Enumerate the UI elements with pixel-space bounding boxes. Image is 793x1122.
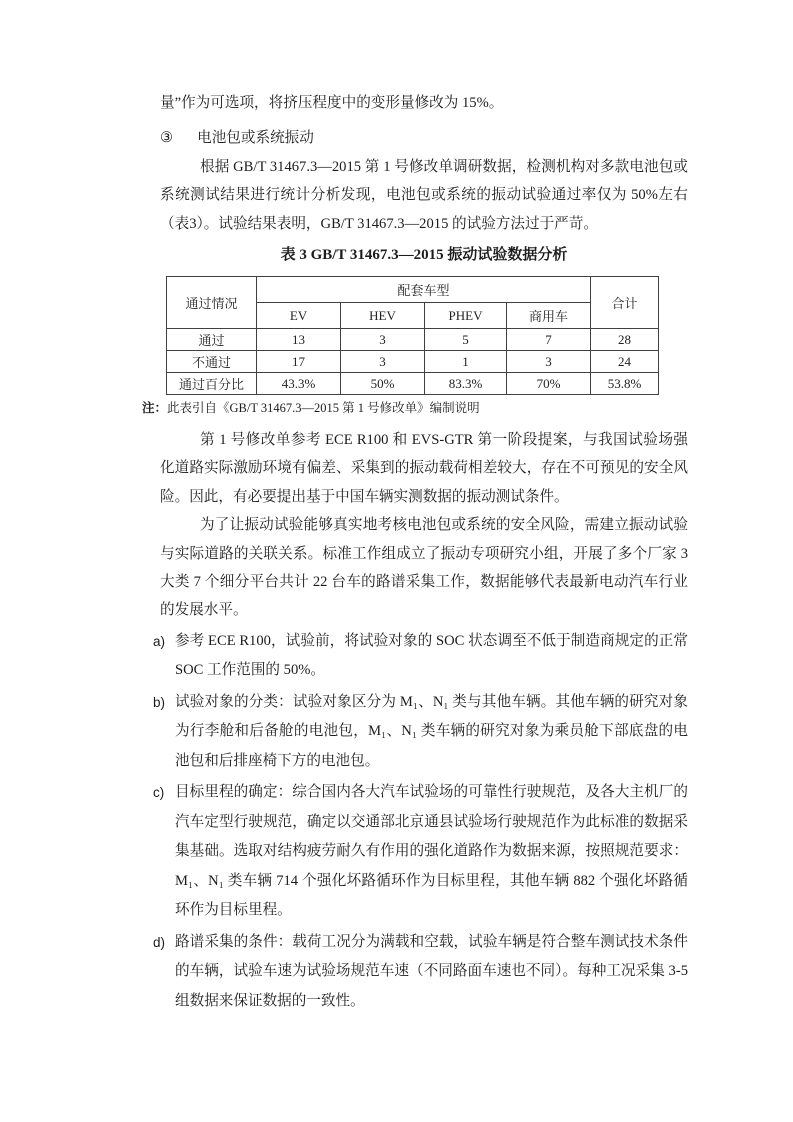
table-title: 表 3 GB/T 31467.3—2015 振动试验数据分析 xyxy=(280,247,568,264)
list-item-a xyxy=(153,627,688,686)
list-text-b: 试验对象的分类：试验对象区分为 M₁、N₁ 类与其他车辆。其他车辆的研究对象为行李舱和后备舱的电池包，M₁、N₁ 类车辆的研究对象为乘员舱下部底盘的电池包和后排座椅下方的电池包。 xyxy=(175,693,688,769)
paragraph-road-spectrum: 为了让振动试验能够真实地考核电池包或系统的安全风险，需建立振动试验与实际道路的关联关系。标准工作组成立了振动专项研究小组，开展了多个厂家 3 大类 7 个细分平台共计 22 台车的路谱采集工作，数据能够代表最新电动汽车行业的发展水平。 xyxy=(160,517,688,619)
section-heading xyxy=(160,124,688,152)
table-col-header-hev: HEV xyxy=(341,303,425,329)
table-row-fail xyxy=(167,351,659,373)
table-header-row-1 xyxy=(167,277,659,303)
list-text-a: 参考 ECE R100，试验前，将试验对象的 SOC 状态调至不低于制造商规定的正常 SOC 工作范围的 50%。 xyxy=(175,632,688,679)
table-cell: 50% xyxy=(341,373,425,395)
list-marker-b: b) xyxy=(153,694,166,710)
continuation-paragraph: 量”作为可选项，将挤压程度中的变形量修改为 15%。 xyxy=(160,95,504,111)
table-cell: 3 xyxy=(341,351,425,373)
table-cell: 70% xyxy=(507,373,591,395)
table-cell: 13 xyxy=(257,329,341,351)
lettered-list xyxy=(153,627,688,1017)
table-cell: 7 xyxy=(507,329,591,351)
table-cell: 5 xyxy=(425,329,507,351)
row-label: 通过 xyxy=(167,329,257,351)
table-cell: 3 xyxy=(341,329,425,351)
table-cell: 43.3% xyxy=(257,373,341,395)
list-marker-a: a) xyxy=(153,633,166,649)
row-label: 不通过 xyxy=(167,351,257,373)
table-group-header: 配套车型 xyxy=(257,277,591,303)
vibration-test-data-table xyxy=(166,276,659,395)
note-label: 注： xyxy=(142,401,168,416)
list-item-d xyxy=(153,928,688,1017)
table-cell: 1 xyxy=(425,351,507,373)
table-cell: 3 xyxy=(507,351,591,373)
table-col-header-phev: PHEV xyxy=(425,303,507,329)
paragraph-survey-data: 根据 GB/T 31467.3—2015 第 1 号修改单调研数据，检测机构对多款电池包或系统测试结果进行统计分析发现，电池包或系统的振动试验通过率仅为 50%左右（表3）。试验结果表明，GB/T 31467.3—2015 的试验方法过于严苛。 xyxy=(160,158,688,232)
paragraph-amendment-reference: 第 1 号修改单参考 ECE R100 和 EVS-GTR 第一阶段提案，与我国试验场强化道路实际激励环境有偏差、采集到的振动载荷相差较大，存在不可预见的安全风险。因此，有必要提出基于中国车辆实测数据的振动测试条件。 xyxy=(160,432,688,505)
table-col-header-ev: EV xyxy=(257,303,341,329)
table-cell: 83.3% xyxy=(425,373,507,395)
table-col-header-commercial: 商用车 xyxy=(507,303,591,329)
table-row-pass-rate xyxy=(167,373,659,395)
list-marker-c: c) xyxy=(153,785,165,801)
text-column xyxy=(142,89,688,1016)
table-corner-header: 通过情况 xyxy=(167,277,257,329)
table-cell-total: 53.8% xyxy=(591,373,659,395)
table-note xyxy=(142,398,688,419)
table-cell-total: 24 xyxy=(591,351,659,373)
list-item-b xyxy=(153,688,688,777)
list-marker-d: d) xyxy=(153,934,166,950)
list-text-d: 路谱采集的条件：载荷工况分为满载和空载，试验车辆是符合整车测试技术条件的车辆，试验车速为试验场规范车速（不同路面车速也不同）。每种工况采集 3-5 组数据来保证数据的一致性。 xyxy=(175,933,688,1009)
table-cell: 17 xyxy=(257,351,341,373)
list-item-c xyxy=(153,778,688,926)
list-text-c: 目标里程的确定：综合国内各大汽车试验场的可靠性行驶规范，及各大主机厂的汽车定型行驶规范，确定以交通部北京通县试验场行驶规范作为此标准的数据采集基础。选取对结构疲劳耐久有作用的强化道路作为数据来源，按照规范要求：M₁、N₁ 类车辆 714 个强化坏路循环作为目标里程，其他车辆 882 个强化坏路循环作为目标里程。 xyxy=(175,784,688,919)
section-number: ③ xyxy=(160,130,174,147)
table-cell-total: 28 xyxy=(591,329,659,351)
row-label: 通过百分比 xyxy=(167,373,257,395)
table-row-pass xyxy=(167,329,659,351)
table-total-header: 合计 xyxy=(591,277,659,329)
section-title: 电池包或系统振动 xyxy=(197,130,314,147)
note-text: 此表引自《GB/T 31467.3—2015 第 1 号修改单》编制说明 xyxy=(167,401,480,416)
